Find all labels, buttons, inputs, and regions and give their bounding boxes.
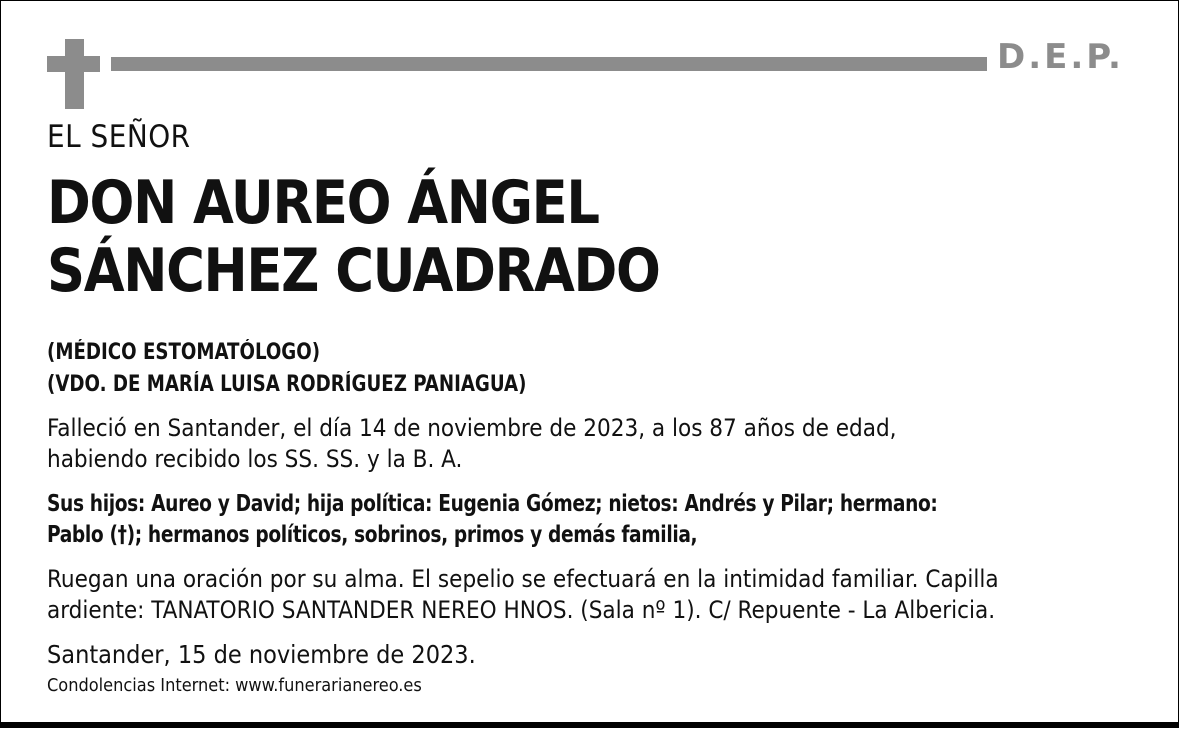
honorific: EL SEÑOR <box>47 119 191 155</box>
deceased-name-line1: DON AUREO ÁNGEL <box>47 168 599 238</box>
death-announcement-line1: Falleció en Santander, el día 14 de noviembre de 2023, a los 87 años de edad, <box>47 414 897 442</box>
notice-header <box>1 1 1178 111</box>
prayer-request <box>47 564 999 626</box>
place-date: Santander, 15 de noviembre de 2023. <box>47 640 476 669</box>
deceased-name <box>47 169 660 305</box>
cross-icon-horizontal-bar <box>47 56 100 72</box>
profession: (MÉDICO ESTOMATÓLOGO) <box>47 340 321 365</box>
cross-icon-vertical-bar <box>65 39 84 109</box>
family-list-line1: Sus hijos: Aureo y David; hija política: Eugenia Gómez; nietos: Andrés y Pilar; hermano: <box>47 491 938 517</box>
family-list-line2: Pablo (†); hermanos políticos, sobrinos, primos y demás familia, <box>47 522 698 548</box>
prayer-request-line2: ardiente: TANATORIO SANTANDER NEREO HNOS. (Sala nº 1). C/ Repuente - La Albericia. <box>47 596 996 624</box>
prayer-request-line1: Ruegan una oración por su alma. El sepelio se efectuará en la intimidad familiar. Capilla <box>47 565 999 593</box>
condolences-link[interactable]: Condolencias Internet: www.funerarianereo.es <box>47 675 422 696</box>
dep-label: D.E.P. <box>997 37 1124 77</box>
family-list <box>47 489 937 551</box>
widower-of: (VDO. DE MARÍA LUISA RODRÍGUEZ PANIAGUA) <box>47 372 527 397</box>
header-rule <box>111 57 987 71</box>
death-announcement-line2: habiendo recibido los SS. SS. y la B. A. <box>47 445 463 473</box>
deceased-name-line2: SÁNCHEZ CUADRADO <box>47 236 660 306</box>
death-announcement <box>47 413 897 475</box>
